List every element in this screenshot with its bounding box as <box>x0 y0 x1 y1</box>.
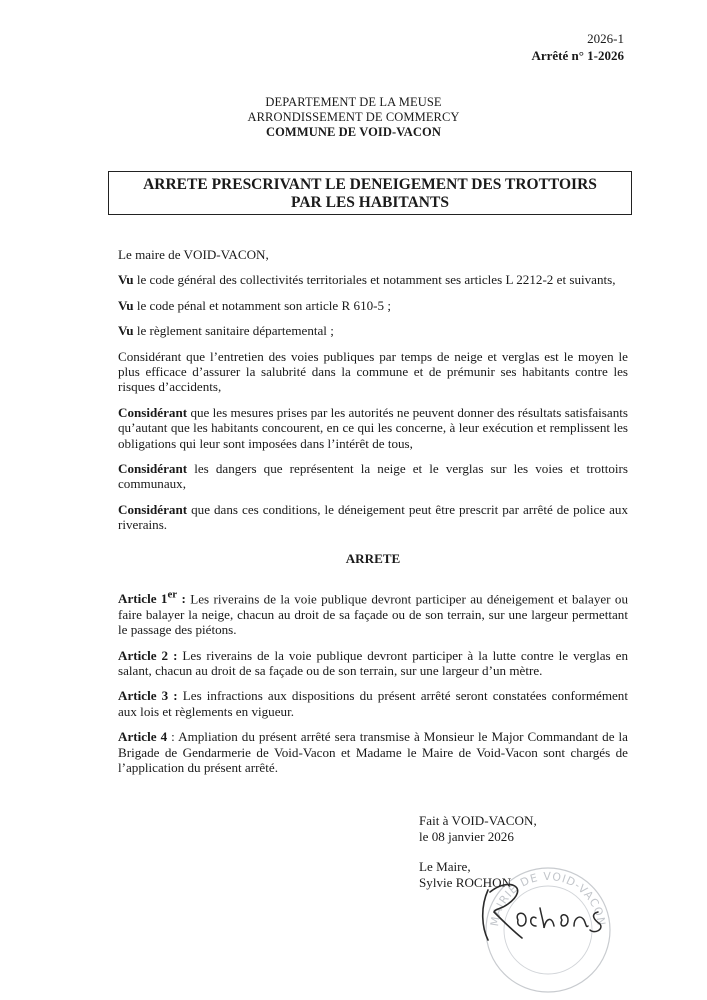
document-body <box>118 247 628 786</box>
signature-name: Sylvie ROCHON <box>419 875 512 890</box>
considerant-paragraph <box>118 405 628 451</box>
considerant-paragraph: Considérant que l’entretien des voies publiques par temps de neige et verglas est le moyen le plus efficace d’assurer la salubrité dans la commune et de prémunir ses habitants contre les risques d’accidents, <box>118 348 628 395</box>
commune: COMMUNE DE VOID-VACON <box>265 125 441 139</box>
preamble-intro: Le maire de VOID-VACON, <box>118 247 269 262</box>
arrete-heading: ARRETE <box>345 550 401 566</box>
article-text: Les riverains de la voie publique devront participer à la lutte contre le verglas en salant, chacun au droit de sa façade ou de son terrain, sur une largeur d’un mètre. <box>118 647 628 679</box>
vu-text: le règlement sanitaire départemental ; <box>133 323 334 339</box>
arrondissement: ARRONDISSEMENT DE COMMERCY <box>247 110 460 124</box>
stamp-text: MAIRIE DE VOID-VACON <box>487 869 608 928</box>
document-reference <box>531 30 624 64</box>
considerant-text: que les mesures prises par les autorités ne peuvent donner des résultats satisfaisants qu’autant que les habitants concourent, en ce qui les concerne, à leur exécution et remplissent les obligations qui leur sont imposées dans l’intérêt de tous, <box>118 404 628 451</box>
considerant-label: Considérant <box>118 461 188 477</box>
handwritten-signature <box>470 868 620 948</box>
vu-paragraph <box>118 298 628 313</box>
article-paragraph <box>118 729 628 775</box>
vu-label: Vu <box>118 297 134 313</box>
title-line-2: PAR LES HABITANTS <box>291 194 449 211</box>
vu-text: le code général des collectivités territoriales et notamment ses articles L 2212-2 et suivants, <box>133 272 616 288</box>
considerant-paragraph <box>118 461 628 492</box>
vu-paragraph <box>118 272 628 287</box>
considerant-label: Considérant <box>118 501 188 517</box>
article-paragraph <box>118 588 628 638</box>
arrete-number: Arrêté n° 1-2026 <box>531 48 624 63</box>
document-title <box>108 171 632 215</box>
considerant-text: que dans ces conditions, le déneigement peut être prescrit par arrêté de police aux riverains. <box>118 501 628 533</box>
signature-place: Fait à VOID-VACON, <box>419 813 537 828</box>
article-superscript: er <box>167 589 178 602</box>
vu-label: Vu <box>118 323 134 339</box>
considerant-text: les dangers que représentent la neige et le verglas sur les voies et trottoirs communaux, <box>118 461 628 492</box>
considerant-paragraph <box>118 502 628 533</box>
article-label: Article 4 <box>118 729 168 745</box>
administration-header <box>0 95 707 140</box>
article-label: Article 2 : <box>118 647 178 663</box>
article-paragraph <box>118 648 628 679</box>
doc-code: 2026-1 <box>587 31 624 46</box>
signature-date: le 08 janvier 2026 <box>419 829 514 844</box>
article-text: Les infractions aux dispositions du présent arrêté seront constatées conformément aux lois et règlements en vigueur. <box>118 688 628 719</box>
article-text: : Ampliation du présent arrêté sera transmise à Monsieur le Major Commandant de la Brigade de Gendarmerie de Void-Vacon et Madame le Maire de Void-Vacon sont chargés de l’application du présent arrêté. <box>118 729 628 776</box>
article-label: Article 3 : <box>118 688 178 704</box>
vu-text: le code pénal et notamment son article R 610-5 ; <box>133 297 391 313</box>
considerant-label: Considérant <box>118 404 188 420</box>
article-label: Article 1er : <box>118 589 186 607</box>
vu-label: Vu <box>118 272 134 288</box>
department: DEPARTEMENT DE LA MEUSE <box>265 95 442 109</box>
vu-paragraph <box>118 323 628 338</box>
title-line-1: ARRETE PRESCRIVANT LE DENEIGEMENT DES TROTTOIRS <box>143 176 597 193</box>
signature-role: Le Maire, <box>419 859 471 874</box>
article-paragraph <box>118 688 628 719</box>
article-text: Les riverains de la voie publique devront participer au déneigement et balayer ou faire balayer la neige, chacun au droit de sa façade ou de son terrain, sur une largeur permettant le passage des piétons. <box>118 591 628 638</box>
